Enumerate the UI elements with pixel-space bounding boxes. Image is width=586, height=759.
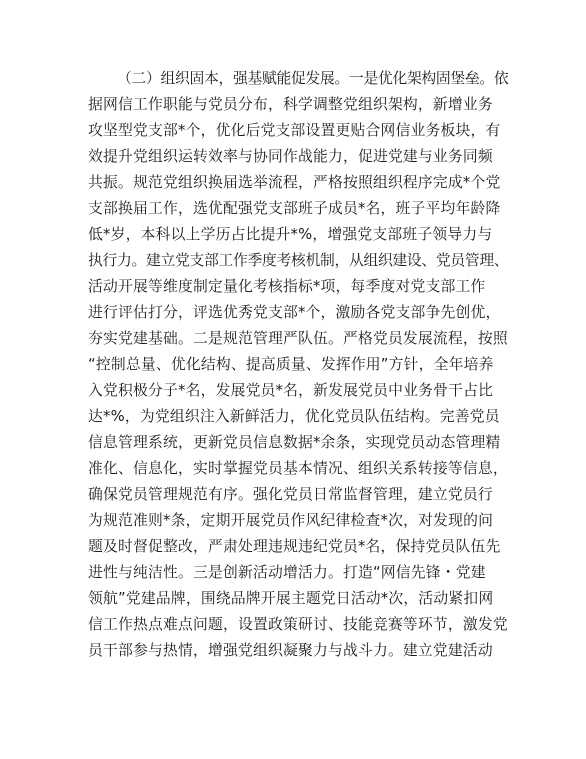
- paragraph-line: 低*岁，本科以上学历占比提升*%，增强党支部班子领导力与: [88, 226, 493, 243]
- paragraph-line: 准化、信息化，实时掌握党员基本情况、组织关系转接等信息，: [88, 460, 508, 477]
- paragraph-line: 执行力。建立党支部工作季度考核机制，从组织建设、党员管理、: [88, 252, 509, 269]
- paragraph-line: 据网信工作职能与党员分布，科学调整党组织架构，新增业务: [88, 96, 493, 113]
- paragraph-line: “控制总量、优化结构、提高质量、发挥作用”方针，全年培养: [88, 356, 494, 373]
- paragraph-line: 题及时督促整改，严肃处理违规违纪党员*名，保持党员队伍先: [88, 538, 501, 555]
- paragraph-line: 为规范准则*条，定期开展党员作风纪律检查*次，对发现的问: [88, 512, 494, 529]
- paragraph-line: 共振。规范党组织换届选举流程，严格按照组织程序完成*个党: [88, 174, 501, 191]
- paragraph-line: 支部换届工作，选优配强党支部班子成员*名，班子平均年龄降: [88, 200, 501, 217]
- paragraph-line: （二）组织固本，强基赋能促发展。一是优化架构固堡垒。依: [117, 70, 509, 87]
- paragraph-line: 员干部参与热情，增强党组织凝聚力与战斗力。建立党建活动: [88, 642, 493, 659]
- body-paragraph: [88, 66, 508, 664]
- paragraph-line: 达*%，为党组织注入新鲜活力，优化党员队伍结构。完善党员: [88, 408, 500, 425]
- paragraph-line: 入党积极分子*名，发展党员*名，新发展党员中业务骨干占比: [88, 382, 494, 399]
- paragraph-line: 信息管理系统，更新党员信息数据*余条，实现党员动态管理精: [88, 434, 501, 451]
- paragraph-line: 进行评估打分，评选优秀党支部*个，激励各党支部争先创优，: [88, 304, 501, 321]
- paragraph-line: 效提升党组织运转效率与协同作战能力，促进党建与业务同频: [88, 148, 493, 165]
- paragraph-line: 攻坚型党支部*个，优化后党支部设置更贴合网信业务板块，有: [88, 122, 501, 139]
- paragraph-line: 进性与纯洁性。三是创新活动增活力。打造“网信先锋・党建: [88, 564, 486, 581]
- paragraph-line: 信工作热点难点问题，设置政策研讨、技能竞赛等环节，激发党: [88, 616, 508, 633]
- paragraph-line: 领航”党建品牌，围绕品牌开展主题党日活动*次，活动紧扣网: [88, 590, 494, 607]
- paragraph-line: 活动开展等维度制定量化考核指标*项，每季度对党支部工作: [88, 278, 486, 295]
- paragraph-line: 确保党员管理规范有序。强化党员日常监督管理，建立党员行: [88, 486, 493, 503]
- paragraph-line: 夯实党建基础。二是规范管理严队伍。严格党员发展流程，按照: [88, 330, 508, 347]
